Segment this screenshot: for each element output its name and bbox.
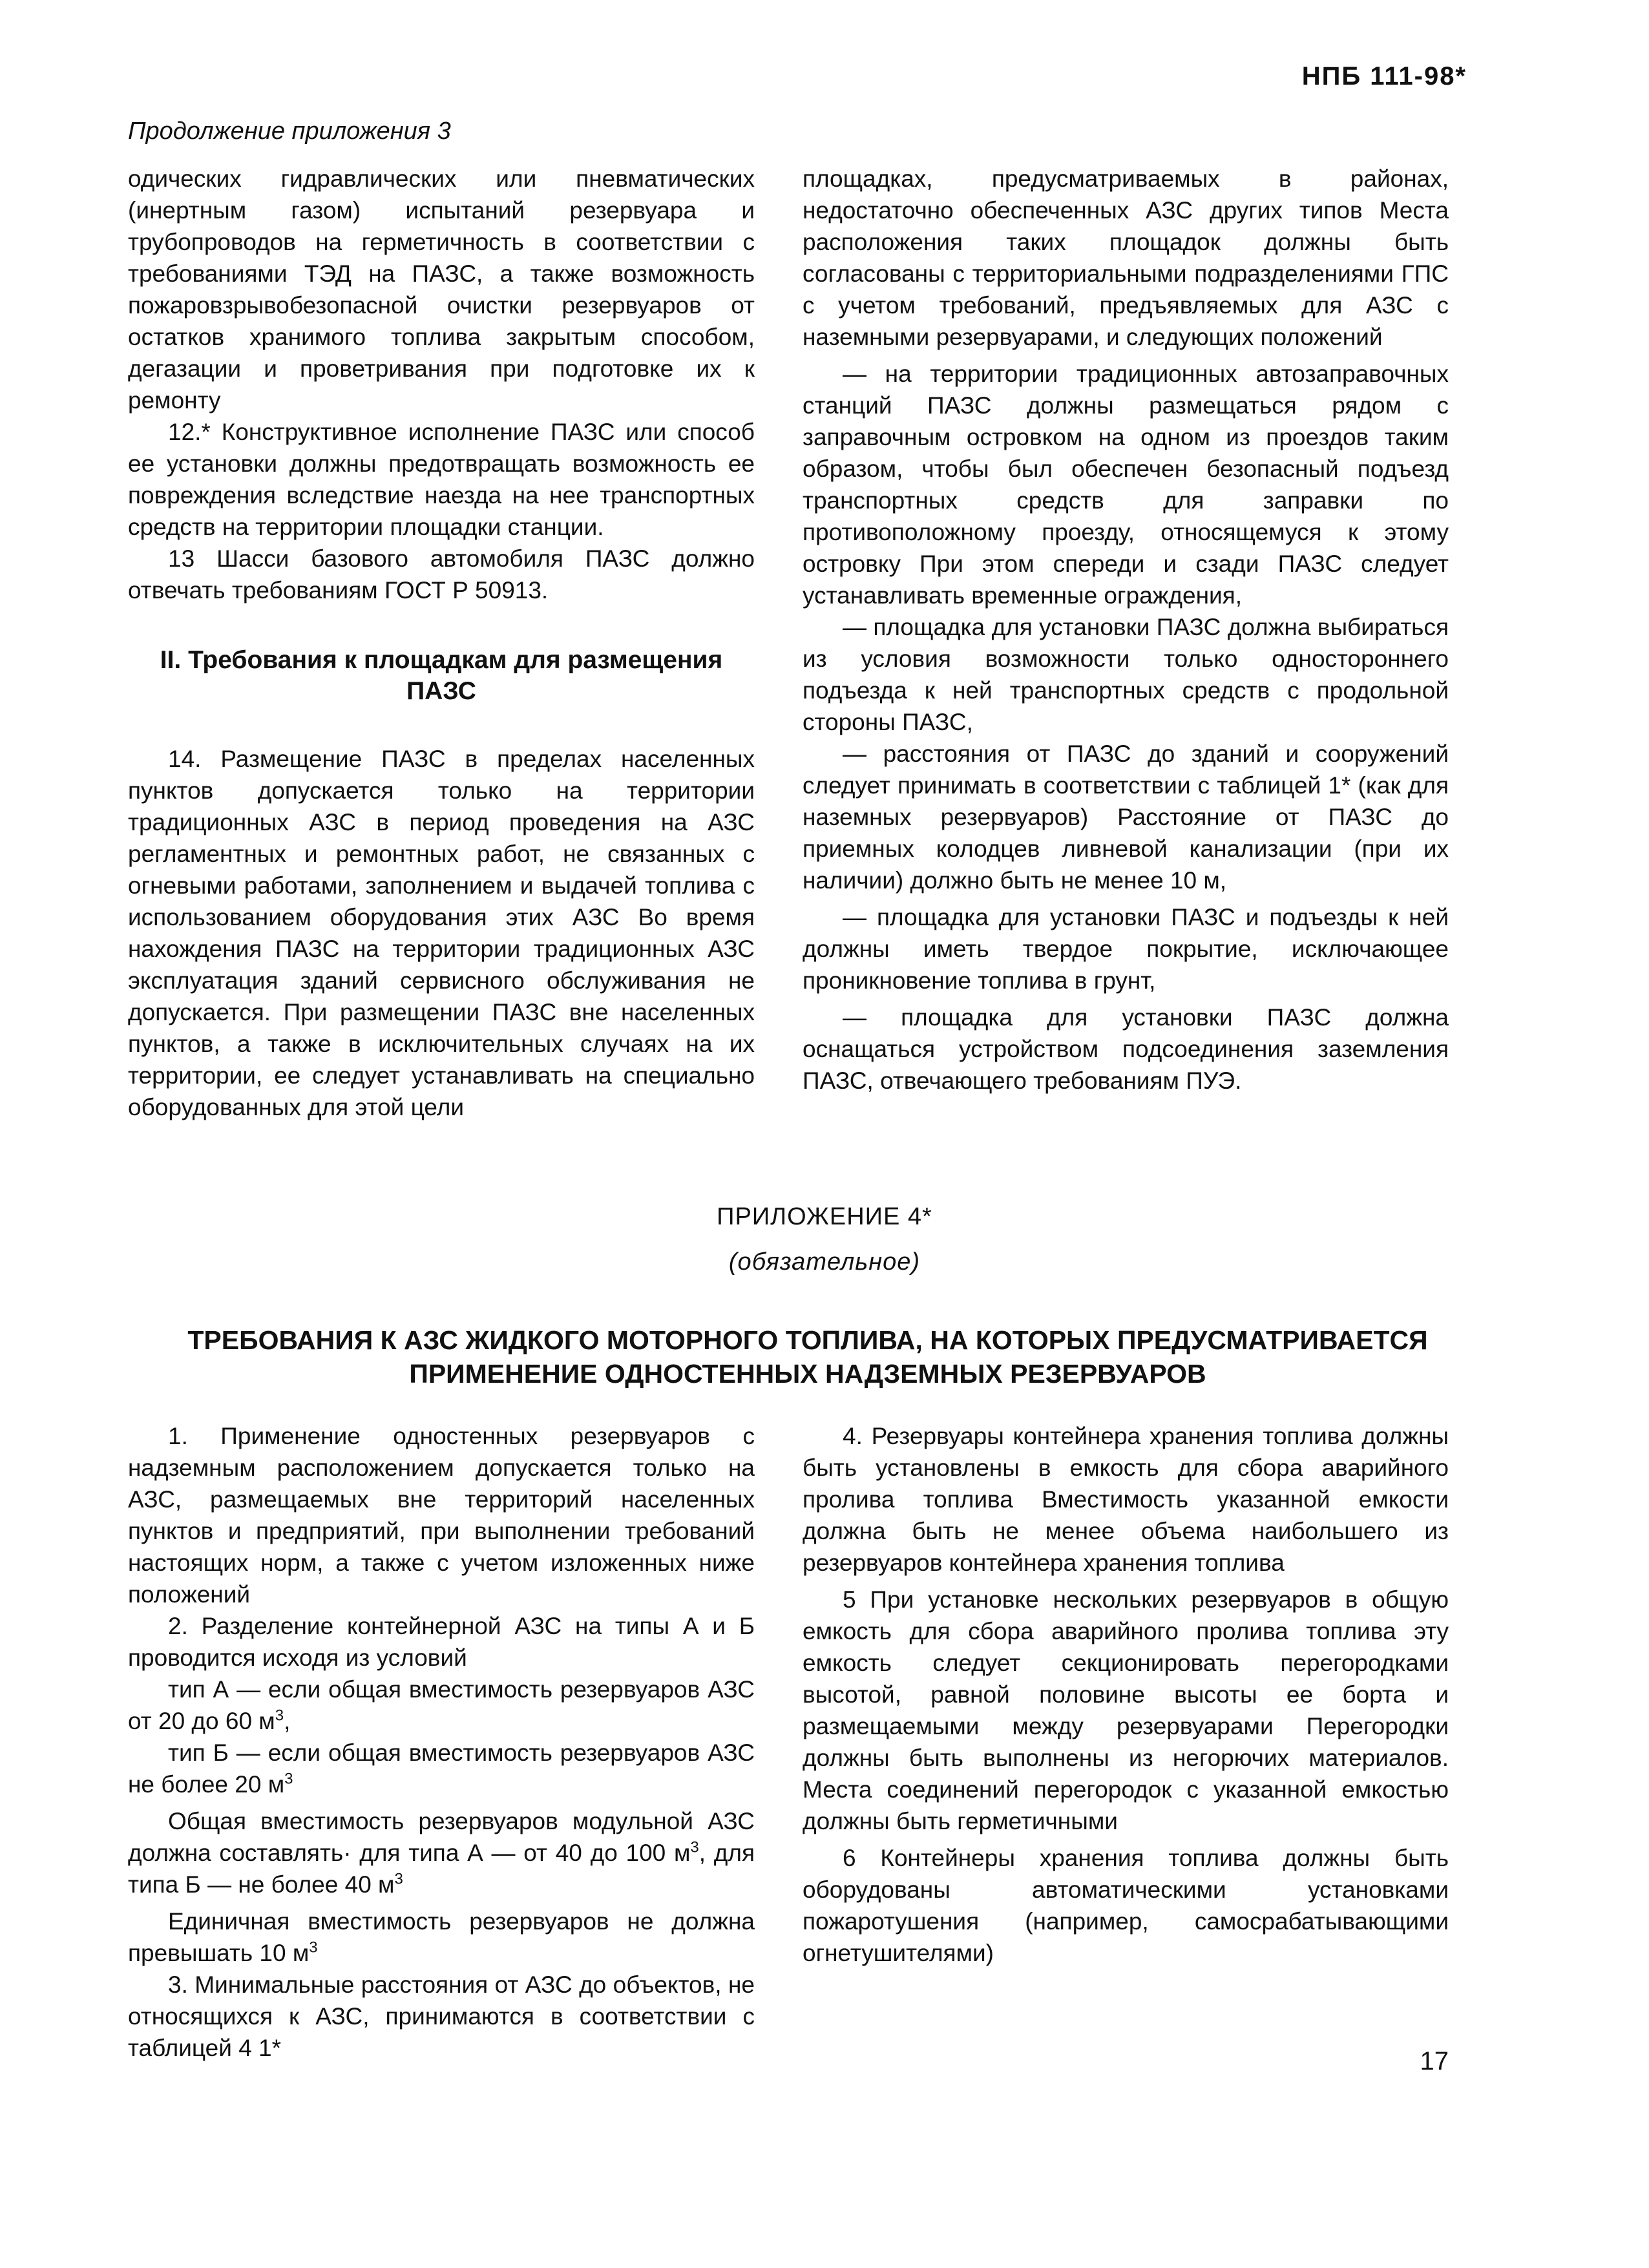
paragraph: одических гидравлических или пневматических (инертным газом) испытаний резервуара и трубопроводов на герметичность в соответствии с требованиями ТЭД на ПАЗС, а также возможность пожаровзрывобезопасной очистки резервуаров от остатков хранимого топлива закрытым способом, дегазации и проветривания при подготовке их к ремонту [128,165,755,414]
paragraph: — на территории традиционных автозаправочных станций ПАЗС должны размещаться рядом с заправочным островком на одном из проездов таким образом, чтобы был обеспечен безопасный подъезд транспортных средств для заправки по противоположному проезду, относящемуся к этому островку При этом спереди и сзади ПАЗС следует устанавливать временные ограждения, [803,361,1449,609]
paragraph: 2. Разделение контейнерной АЗС на типы А и Б проводится исходя из условий [128,1613,755,1671]
paragraph: — расстояния от ПАЗС до зданий и сооружений следует принимать в соответствии с таблицей 1* (как для наземных резервуаров) Расстояние от ПАЗС до приемных колодцев ливневой канализации (при их наличии) должно быть не менее 10 м, [803,740,1449,894]
paragraph: — площадка для установки ПАЗС должна выбираться из условия возможности только одностороннего подъезда к ней транспортных средств с продольной стороны ПАЗС, [803,614,1449,735]
appendix-label: ПРИЛОЖЕНИЕ 4* [717,1203,932,1230]
bottom-left-column [128,1420,755,2064]
paragraph: 1. Применение одностенных резервуаров с надземным расположением допускается только на АЗС, размещаемых вне территорий населенных пунктов и предприятий, при выполнении требований настоящих норм, а также с учетом изложенных ниже положений [128,1423,755,1608]
top-right-column [803,163,1449,1097]
paragraph: 13 Шасси базового автомобиля ПАЗС должно отвечать требованиям ГОСТ Р 50913. [128,545,755,604]
paragraph: 6 Контейнеры хранения топлива должны быть оборудованы автоматическими установками пожаротушения (например, самосрабатывающими огнетушителями) [803,1845,1449,1966]
paragraph: площадках, предусматриваемых в районах, недостаточно обеспеченных АЗС других типов Места расположения таких площадок должны быть согласованы с территориальными подразделениями ГПС с учетом требований, предъявляемых для АЗС с наземными резервуарами, и следующих положений [803,165,1449,350]
paragraph: 5 При установке нескольких резервуаров в общую емкость для сбора аварийного пролива топлива эту емкость следует секционировать перегородками высотой, равной половине высоты ее борта и размещаемыми между резервуарами Перегородки должны быть выполнены из негорючих материалов. Места соединений перегородок с указанной емкостью должны быть герметичными [803,1586,1449,1834]
appendix-title: ТРЕБОВАНИЯ К АЗС ЖИДКОГО МОТОРНОГО ТОПЛИВА, НА КОТОРЫХ ПРЕДУСМАТРИВАЕТСЯ ПРИМЕНЕНИЕ ОДНОСТЕННЫХ НАДЗЕМНЫХ РЕЗЕРВУАРОВ [187,1325,1428,1389]
paragraph: — площадка для установки ПАЗС и подъезды к ней должны иметь твердое покрытие, исключающее проникновение топлива в грунт, [803,904,1449,994]
paragraph: — площадка для установки ПАЗС должна оснащаться устройством подсоединения заземления ПАЗС, отвечающего требованиям ПУЭ. [803,1004,1449,1094]
paragraph: тип Б — если общая вместимость резервуаров АЗС не более 20 $м^3$ [128,1739,755,1798]
continuation-note: Продолжение приложения 3 [128,118,451,145]
paragraph: 14. Размещение ПАЗС в пределах населенных пунктов допускается только на территории традиционных АЗС в период проведения на АЗС регламентных и ремонтных работ, не связанных с огневыми работами, заполнением и выдачей топлива с использованием оборудования этих АЗС Во время нахождения ПАЗС на территории традиционных АЗС эксплуатация зданий сервисного обслуживания не допускается. При размещении ПАЗС вне населенных пунктов, а также в исключительных случаях на их территории, ее следует устанавливать на специально оборудованных для этой цели [128,746,755,1120]
bottom-right-column [803,1420,1449,1969]
page-number: 17 [1420,2047,1449,2075]
top-left-column [128,163,755,1123]
paragraph: Единичная вместимость резервуаров не должна превышать 10 $м^3$ [128,1908,755,1966]
paragraph: Общая вместимость резервуаров модульной АЗС должна составлять· для типа А — от 40 до 100 $м^3$, для типа Б — не более 40 $м^3$ [128,1808,755,1898]
paragraph: 4. Резервуары контейнера хранения топлива должны быть установлены в емкость для сбора аварийного пролива топлива Вместимость указанной емкости должна быть не менее объема наибольшего из резервуаров контейнера хранения топлива [803,1423,1449,1576]
document-code: НПБ 111-98* [1301,62,1467,90]
section-heading: II. Требования к площадкам для размещения ПАЗС [160,646,723,705]
paragraph: 12.* Конструктивное исполнение ПАЗС или способ ее установки должны предотвращать возможность ее повреждения вследствие наезда на нее транспортных средств на территории площадки станции. [128,419,755,540]
paragraph: 3. Минимальные расстояния от АЗС до объектов, не относящихся к АЗС, принимаются в соответствии с таблицей 4 1* [128,1971,755,2061]
appendix-note: (обязательное) [728,1248,921,1276]
paragraph: тип А — если общая вместимость резервуаров АЗС от 20 до 60 $м^3$, [128,1676,755,1734]
